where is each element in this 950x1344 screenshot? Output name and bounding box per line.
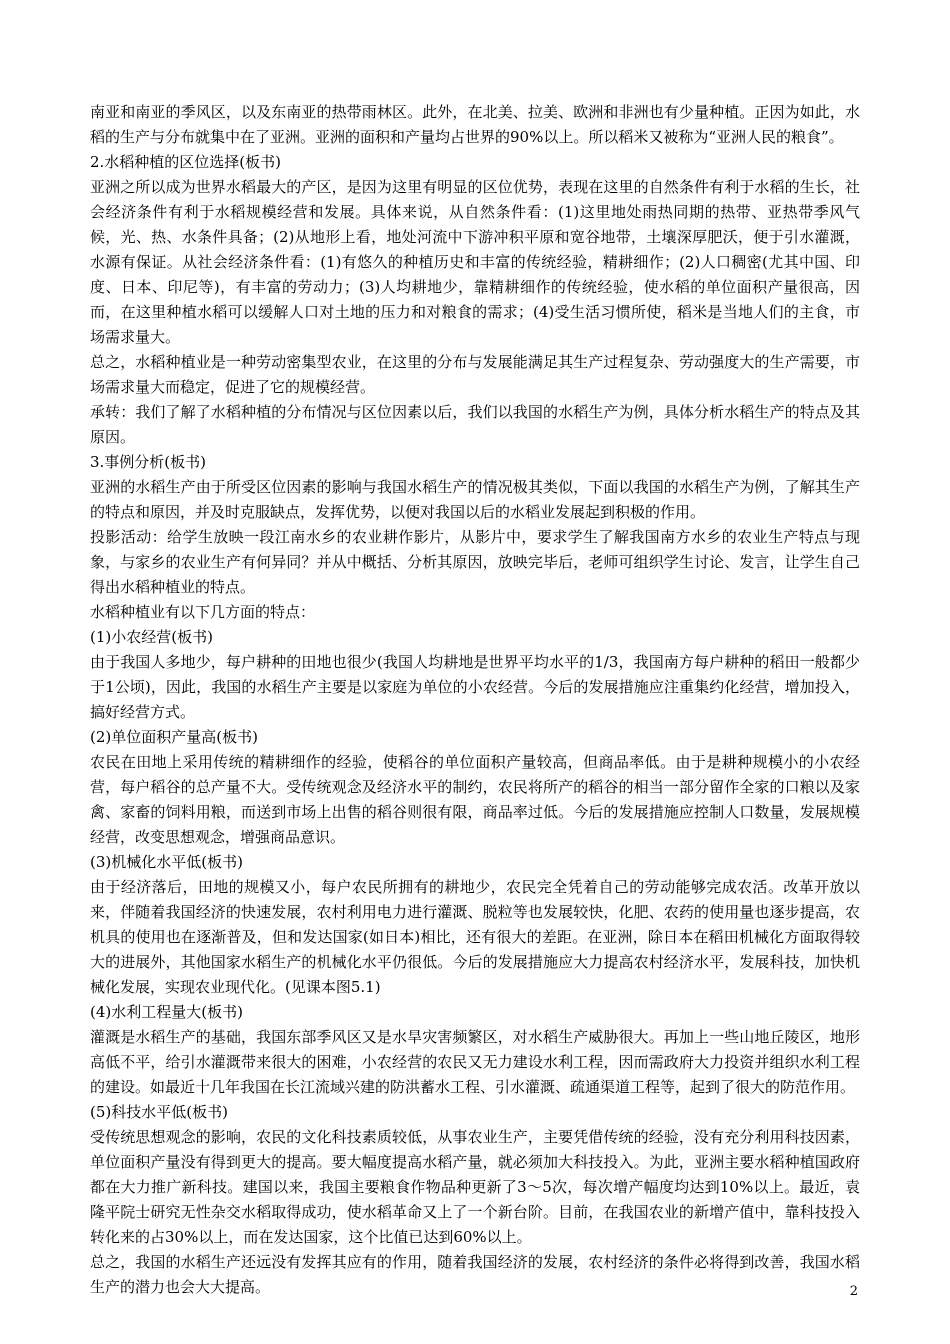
paragraph-water-works: 灌溉是水稻生产的基础，我国东部季风区又是水旱灾害频繁区，对水稻生产威胁很大。再加上一些山地丘陵区，地形高低不平，给引水灌溉带来很大的困难，小农经营的农民又无力建设水利工程，因而需政府大力投资并组织水利工程的建设。如最近十几年我国在长江流域兴建的防洪蓄水工程、引水灌溉、疏通渠道工程等，起到了很大的防范作用。 — [90, 1028, 860, 1096]
page-number: 2 — [849, 1284, 858, 1299]
paragraph-low-mechanization: 由于经济落后，田地的规模又小，每户农民所拥有的耕地少，农民完全凭着自己的劳动能够完成农活。改革开放以来，伴随着我国经济的快速发展，农村利用电力进行灌溉、脱粒等也发展较快，化肥、农药的使用量也逐步提高，农机具的使用也在逐渐普及，但和发达国家(如日本)相比，还有很大的差距。在亚洲，除日本在稻田机械化方面取得较大的进展外，其他国家水稻生产的机械化水平仍很低。今后的发展措施应大力提高农村经济水平，发展科技，加快机械化发展，实现农业现代化。(见课本图5.1) — [90, 878, 860, 996]
document-body — [90, 100, 860, 1300]
paragraph-location-factors: 亚洲之所以成为世界水稻最大的产区，是因为这里有明显的区位优势，表现在这里的自然条件有利于水稻的生长，社会经济条件有利于水稻规模经营和发展。具体来说，从自然条件看：(1)这里地处雨热同期的热带、亚热带季风气候，光、热、水条件具备；(2)从地形上看，地处河流中下游冲积平原和宽谷地带，土壤深厚肥沃，便于引水灌溉，水源有保证。从社会经济条件看：(1)有悠久的种植历史和丰富的传统经验，精耕细作；(2)人口稠密(尤其中国、印度、日本、印尼等)，有丰富的劳动力；(3)人均耕地少，靠精耕细作的传统经验，使水稻的单位面积产量很高，因而，在这里种植水稻可以缓解人口对土地的压力和对粮食的需求；(4)受生活习惯所使，稻米是当地人们的主食，市场需求量大。 — [90, 178, 860, 346]
paragraph-low-technology: 受传统思想观念的影响，农民的文化科技素质较低，从事农业生产，主要凭借传统的经验，没有充分利用科技因素，单位面积产量没有得到更大的提高。要大幅度提高水稻产量，就必须加大科技投入。为此，亚洲主要水稻种植国政府都在大力推广新科技。建国以来，我国主要粮食作物品种更新了3～5次，每次增产幅度均达到10%以上。最近，袁隆平院士研究无性杂交水稻取得成功，使水稻革命又上了一个新台阶。目前，在我国农业的新增产值中，靠科技投入转化来的占30%以上，而在发达国家，这个比值已达到60%以上。 — [90, 1128, 860, 1246]
paragraph-high-yield: 农民在田地上采用传统的精耕细作的经验，使稻谷的单位面积产量较高，但商品率低。由于是耕种规模小的小农经营，每户稻谷的总产量不大。受传统观念及经济水平的制约，农民将所产的稻谷的相当一部分留作全家的口粮以及家禽、家畜的饲料用粮，而送到市场上出售的稻谷则很有限，商品率过低。今后的发展措施应控制人口数量，发展规模经营，改变思想观念，增强商品意识。 — [90, 753, 860, 846]
heading-case-analysis: 3.事例分析(板书) — [90, 453, 207, 471]
paragraph-distribution-end: 南亚和南亚的季风区，以及东南亚的热带雨林区。此外，在北美、拉美、欧洲和非洲也有少量种植。正因为如此，水稻的生产与分布就集中在了亚洲。亚洲的面积和产量均占世界的90%以上。所以稻米又被称为“亚洲人民的粮食”。 — [90, 103, 860, 146]
heading-low-mechanization: (3)机械化水平低(板书) — [90, 853, 243, 871]
heading-low-technology: (5)科技水平低(板书) — [90, 1103, 228, 1121]
heading-small-farming: (1)小农经营(板书) — [90, 628, 213, 646]
paragraph-features-intro: 水稻种植业有以下几方面的特点： — [90, 603, 316, 621]
heading-high-yield: (2)单位面积产量高(板书) — [90, 728, 258, 746]
heading-location-choice: 2.水稻种植的区位选择(板书) — [90, 153, 282, 171]
paragraph-transition: 承转：我们了解了水稻种植的分布情况与区位因素以后，我们以我国的水稻生产为例，具体分析水稻生产的特点及其原因。 — [90, 403, 860, 446]
paragraph-small-farming: 由于我国人多地少，每户耕种的田地也很少(我国人均耕地是世界平均水平的1/3，我国南方每户耕种的稻田一般都少于1公顷)，因此，我国的水稻生产主要是以家庭为单位的小农经营。今后的发展措施应注重集约化经营，增加投入，搞好经营方式。 — [90, 653, 860, 721]
heading-water-works: (4)水利工程量大(板书) — [90, 1003, 243, 1021]
paragraph-summary-1: 总之，水稻种植业是一种劳动密集型农业，在这里的分布与发展能满足其生产过程复杂、劳动强度大的生产需要，市场需求量大而稳定，促进了它的规模经营。 — [90, 353, 860, 396]
paragraph-summary-2: 总之，我国的水稻生产还远没有发挥其应有的作用，随着我国经济的发展，农村经济的条件必将得到改善，我国水稻生产的潜力也会大大提高。 — [90, 1253, 860, 1296]
paragraph-projection-activity: 投影活动：给学生放映一段江南水乡的农业耕作影片，从影片中，要求学生了解我国南方水乡的农业生产特点与现象，与家乡的农业生产有何异同？并从中概括、分析其原因，放映完毕后，老师可组织学生讨论、发言，让学生自己得出水稻种植业的特点。 — [90, 528, 860, 596]
paragraph-case-intro: 亚洲的水稻生产由于所受区位因素的影响与我国水稻生产的情况极其类似，下面以我国的水稻生产为例，了解其生产的特点和原因，并及时克服缺点，发挥优势，以便对我国以后的水稻业发展起到积极的作用。 — [90, 478, 860, 521]
